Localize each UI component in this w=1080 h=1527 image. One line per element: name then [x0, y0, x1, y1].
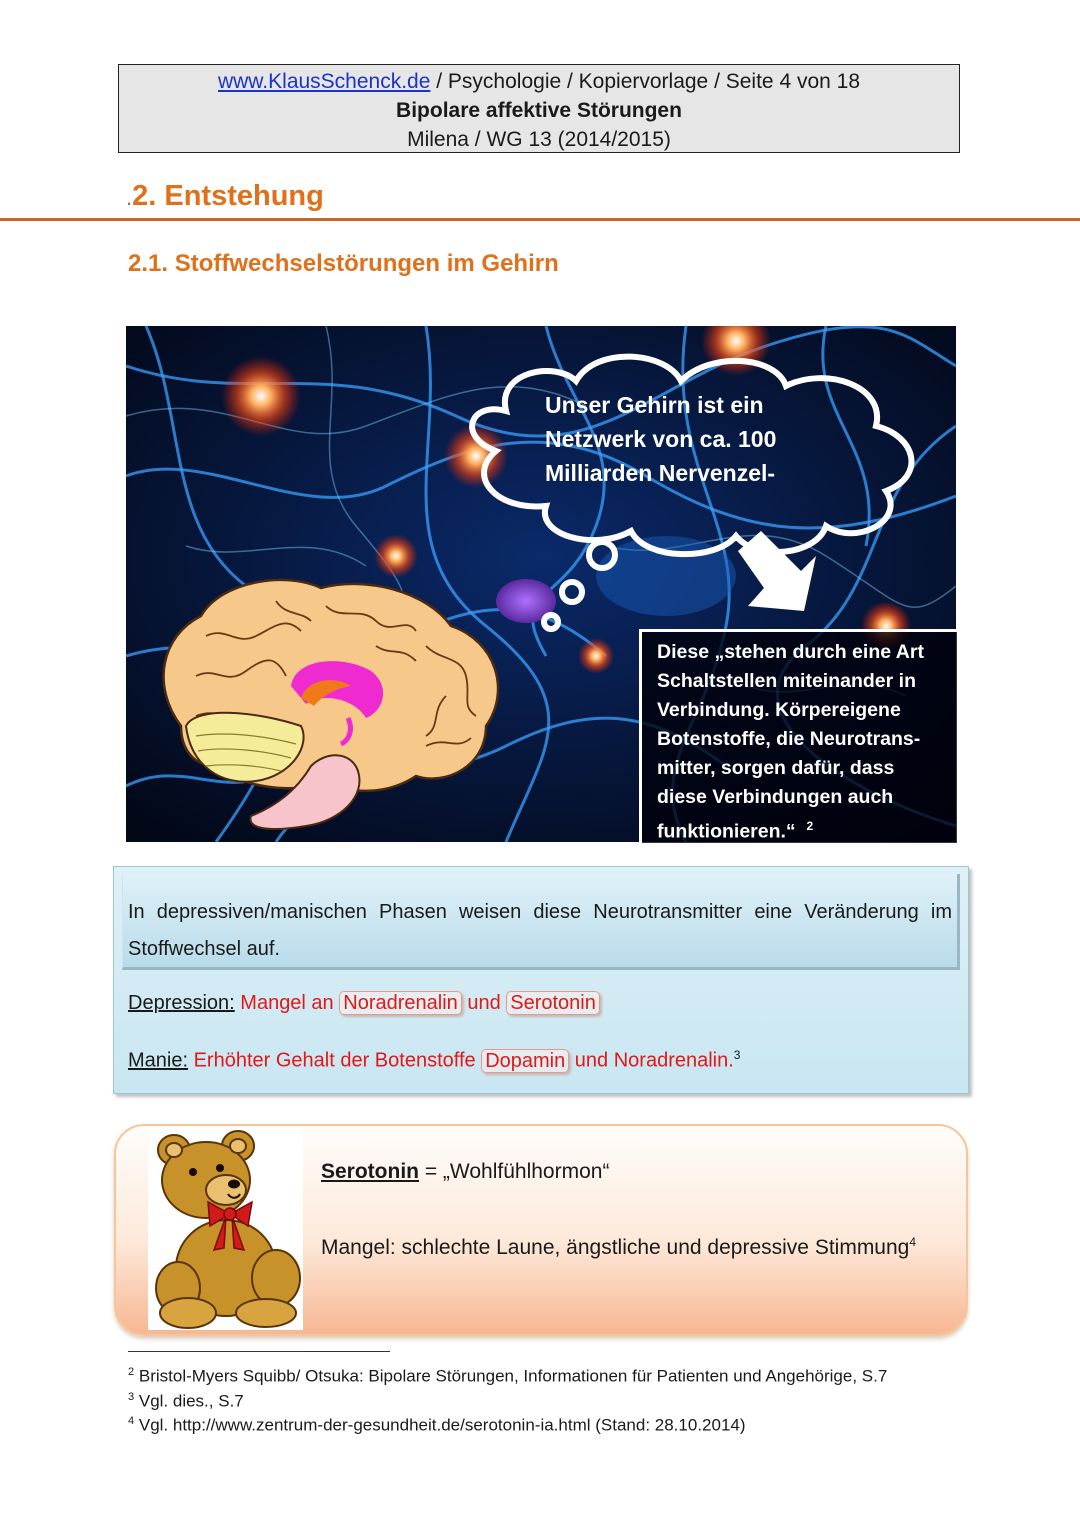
section-rule — [0, 218, 1080, 221]
quote-text: Diese „stehen durch eine Art Schaltstellen miteinander in Verbindung. Körpereigene Botenstoffe, die Neurotrans- mitter, sorgen dafür, dass diese Verbindungen auch funktionieren.“ $^2$ — [657, 641, 924, 843]
serotonin-definition: Serotonin = „Wohlfühlhormon“ — [321, 1160, 610, 1183]
document-author: Milena / WG 13 (2014/2015) — [407, 128, 671, 151]
intro-text: In depressiven/manischen Phasen weisen diese Neurotransmitter eine Veränderung im Stoffwechsel auf. — [128, 901, 952, 960]
footnotes — [128, 1362, 887, 1436]
page-header — [118, 64, 960, 153]
subsection-heading: 2.1. Stoffwechselstörungen im Gehirn — [128, 250, 559, 277]
site-link[interactable]: www.KlausSchenck.de — [217, 70, 431, 93]
mania-line: Manie: Erhöhter Gehalt der Botenstoffe Dopamin und Noradrenalin.$^3$ — [128, 1048, 741, 1072]
header-path: / Psychologie / Kopiervorlage / Seite 4 von 18 — [430, 70, 861, 93]
teddy-bear-icon — [148, 1128, 303, 1330]
depression-line: Depression: Mangel an Noradrenalin und Serotonin — [128, 992, 600, 1015]
document-title: Bipolare affektive Störungen — [396, 99, 682, 122]
thought-cloud-text: Unser Gehirn ist ein Netzwerk von ca. 100 Milliarden Nervenzel- — [545, 392, 777, 486]
serotonin-deficiency: Mangel: schlechte Laune, ängstliche und depressive Stimmung$^4$ — [321, 1235, 917, 1259]
section-heading: .2. Entstehung — [126, 180, 324, 212]
footnote-item: $^4$ Vgl. http://www.zentrum-der-gesundheit.de/serotonin-ia.html (Stand: 28.10.2014) — [128, 1415, 746, 1435]
teddy-bear-image — [148, 1128, 303, 1330]
footnote-item: $^2$ Bristol-Myers Squibb/ Otsuka: Bipolare Störungen, Informationen für Patienten und Angehörige, S.7 — [128, 1366, 888, 1386]
footnote-item: $^3$ Vgl. dies., S.7 — [128, 1390, 244, 1411]
footnote-rule — [128, 1351, 390, 1352]
footnote-ref: 2 — [806, 819, 814, 833]
